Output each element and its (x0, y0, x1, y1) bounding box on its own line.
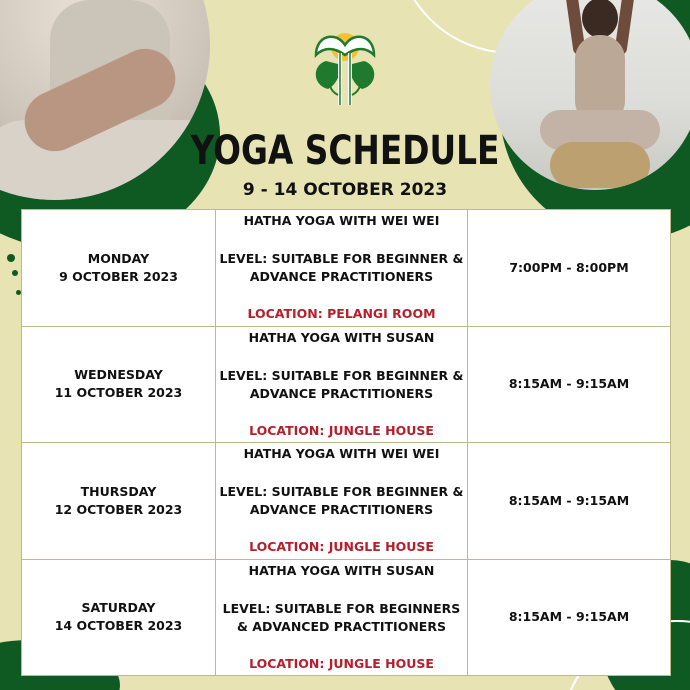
class-level-line2: & ADVANCED PRACTITIONERS (237, 618, 446, 634)
class-level-line1: LEVEL: SUITABLE FOR BEGINNERS (222, 600, 461, 616)
decorative-dot (12, 270, 18, 276)
class-cell (216, 327, 468, 443)
class-level-line2: ADVANCE PRACTITIONERS (249, 502, 434, 517)
day-date: 14 OCTOBER 2023 (54, 618, 183, 634)
time-cell: 8:15AM - 9:15AM (508, 492, 630, 508)
time-cell: 8:15AM - 9:15AM (508, 376, 630, 392)
time-cell: 7:00PM - 8:00PM (509, 259, 629, 275)
class-cell (216, 443, 468, 559)
time-cell: 8:15AM - 9:15AM (508, 609, 630, 625)
class-level-line1: LEVEL: SUITABLE FOR BEGINNER & (219, 484, 464, 499)
day-date: 11 OCTOBER 2023 (54, 385, 183, 401)
class-location: LOCATION: PELANGI ROOM (247, 306, 436, 321)
decorative-dot (7, 254, 15, 262)
class-name: HATHA YOGA WITH WEI WEI (243, 213, 440, 228)
day-name: THURSDAY (80, 483, 157, 499)
day-date: 9 OCTOBER 2023 (59, 268, 178, 284)
class-cell (216, 210, 468, 326)
class-name: HATHA YOGA WITH SUSAN (248, 329, 435, 345)
class-name: HATHA YOGA WITH SUSAN (248, 562, 435, 578)
schedule-row-monday (22, 210, 670, 327)
class-location: LOCATION: JUNGLE HOUSE (249, 422, 434, 438)
schedule-table (21, 209, 671, 676)
schedule-row-saturday (22, 560, 670, 676)
class-level-line2: ADVANCE PRACTITIONERS (249, 269, 434, 284)
day-name: SATURDAY (81, 600, 156, 616)
day-cell (22, 327, 216, 443)
flower-emblem-logo (306, 25, 384, 107)
class-level-line1: LEVEL: SUITABLE FOR BEGINNER & (219, 367, 464, 383)
day-cell (22, 210, 216, 326)
day-name: WEDNESDAY (74, 367, 163, 383)
class-location: LOCATION: JUNGLE HOUSE (249, 655, 434, 671)
day-cell (22, 443, 216, 559)
class-level-line1: LEVEL: SUITABLE FOR BEGINNER & (219, 251, 464, 266)
schedule-row-wednesday (22, 327, 670, 444)
day-name: MONDAY (87, 250, 150, 266)
schedule-row-thursday (22, 443, 670, 560)
class-name: HATHA YOGA WITH WEI WEI (243, 446, 440, 461)
class-level-line2: ADVANCE PRACTITIONERS (249, 385, 434, 401)
page-title: YOGA SCHEDULE (190, 128, 500, 174)
day-date: 12 OCTOBER 2023 (54, 501, 183, 517)
class-cell (216, 560, 468, 676)
class-location: LOCATION: JUNGLE HOUSE (249, 539, 434, 554)
date-range-subtitle: 9 - 14 OCTOBER 2023 (242, 180, 448, 200)
day-cell (22, 560, 216, 676)
